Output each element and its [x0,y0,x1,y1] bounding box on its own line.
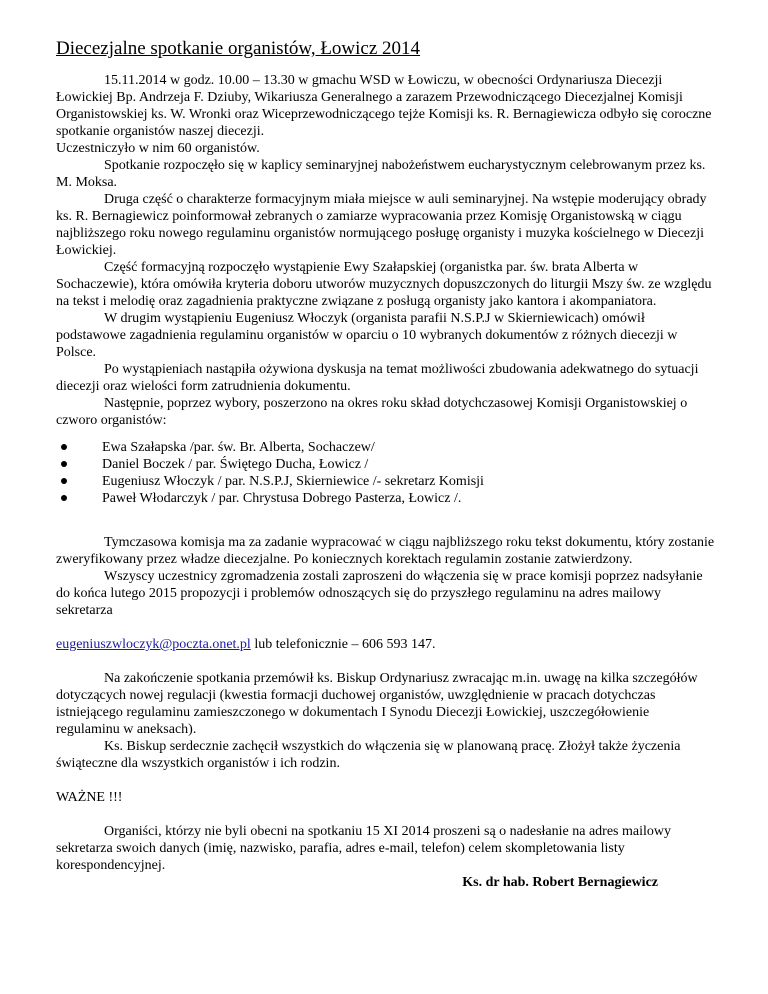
page-title: Diecezjalne spotkanie organistów, Łowicz 2014 [56,38,421,59]
paragraph-formation: Druga część o charakterze formacyjnym miała miejsce w auli seminaryjnej. Na wstępie moderujący obrady ks. R. Bernagiewicz poinformował zebranych o zamiarze wypracowania przez Komisję Organistowską w ciągu najbliższego roku nowego regulaminu organistów normującego posługę organisty i muzyka kościelnego w Diecezji Łowickiej. [56,192,707,258]
list-item [56,456,716,473]
paragraph-second-talk: W drugim wystąpieniu Eugeniusz Włoczyk (organista parafii N.S.P.J w Skierniewicach) omówił podstawowe zagadnienia regulaminu organistów w oparciu o 10 wybranych dokumentów z różnych diecezji w Polsce. [56,311,678,360]
email-link[interactable]: eugeniuszwloczyk@poczta.onet.pl [56,637,251,652]
member-name: Ewa Szałapska /par. św. Br. Alberta, Sochaczew/ [102,440,375,455]
member-name: Eugeniusz Włoczyk / par. N.S.P.J, Skierniewice /- sekretarz Komisji [102,474,484,489]
paragraph-invitation: Wszyscy uczestnicy zgromadzenia zostali zaproszeni do włączenia się w prace komisji poprzez nadsyłanie do końca lutego 2015 propozycji i problemów odnoszących się do przyszłego regulaminu na adres mailowy sekretarza [56,569,703,618]
member-name: Paweł Włodarczyk / par. Chrystusa Dobrego Pasterza, Łowicz /. [102,491,462,506]
member-name: Daniel Boczek / par. Świętego Ducha, Łowicz / [102,457,369,472]
signature: Ks. dr hab. Robert Bernagiewicz [462,875,658,890]
paragraph-commission-task: Tymczasowa komisja ma za zadanie wypracować w ciągu najbliższego roku tekst dokumentu, który zostanie zweryfikowany przez władze diecezjalne. Po koniecznych korektach regulamin zostanie zatwierdzony. [56,535,715,567]
phone-text: lub telefonicznie – 606 593 147. [250,637,436,652]
spacer [56,806,716,823]
paragraph-bishop-speech: Na zakończenie spotkania przemówił ks. Biskup Ordynariusz zwracając m.in. uwagę na kilka szczegółów dotyczących nowej regulacji (kwestia formacji duchowej organistów, uwzględnienie w pracach dotychczas istniejącego regulaminu zamieszczonego w dokumentach I Synodu Diecezji Łowickiej, uszczegółowienie regulaminu w aneksach). [56,671,698,737]
bullet-icon [61,444,67,450]
spacer [56,517,716,534]
bullet-icon [61,461,67,467]
paragraph-meeting-info: 15.11.2014 w godz. 10.00 – 13.30 w gmachu WSD w Łowiczu, w obecności Ordynariusza Diecezji Łowickiej Bp. Andrzeja F. Dziuby, Wikariusza Generalnego a zarazem Przewodniczącego Diecezjalnej Komisji Organistowskiej ks. W. Wronki oraz Wiceprzewodniczącego tejże Komisji ks. R. Bernagiewicza odbyło się coroczne spotkanie organistów naszej diecezji. [56,73,712,139]
contact-line [56,636,716,653]
paragraph-elections: Następnie, poprzez wybory, poszerzono na okres roku skład dotychczasowej Komisji Organistowskiej o czworo organistów: [56,396,688,428]
document-body [56,72,716,891]
paragraph-discussion: Po wystąpieniach nastąpiła ożywiona dyskusja na temat możliwości zbudowania adekwatnego do sytuacji diecezji oraz wielości form zatrudnienia dokumentu. [56,362,699,394]
paragraph-attendance: Uczestniczyło w nim 60 organistów. [56,141,260,156]
bullet-icon [61,495,67,501]
list-item [56,490,716,507]
paragraph-absent-organists: Organiści, którzy nie byli obecni na spotkaniu 15 XI 2014 proszeni są o nadesłanie na adres mailowy sekretarza swoich danych (imię, nazwisko, parafia, adres e-mail, telefon) celem skompletowania listy korespondencyjnej. [56,824,671,873]
list-item [56,473,716,490]
spacer [56,619,716,636]
paragraph-mass: Spotkanie rozpoczęło się w kaplicy seminaryjnej nabożeństwem eucharystycznym celebrowanym przez ks. M. Moksa. [56,158,706,190]
spacer [56,772,716,789]
members-list [56,439,716,507]
document-page [56,38,716,891]
notice-heading: WAŻNE !!! [56,790,123,805]
paragraph-first-talk: Część formacyjną rozpoczęło wystąpienie Ewy Szałapskiej (organistka par. św. brata Alberta w Sochaczewie), która omówiła kryteria doboru utworów muzycznych dopuszczonych do liturgii Mszy św. ze względu na tekst i melodię oraz zagadnienia praktyczne związane z posługą organisty jako kantora i akompaniatora. [56,260,712,309]
list-item [56,439,716,456]
spacer [56,653,716,670]
bullet-icon [61,478,67,484]
paragraph-bishop-encouragement: Ks. Biskup serdecznie zachęcił wszystkich do włączenia się w planowaną pracę. Złożył także życzenia świąteczne dla wszystkich organistów i ich rodzin. [56,739,681,771]
